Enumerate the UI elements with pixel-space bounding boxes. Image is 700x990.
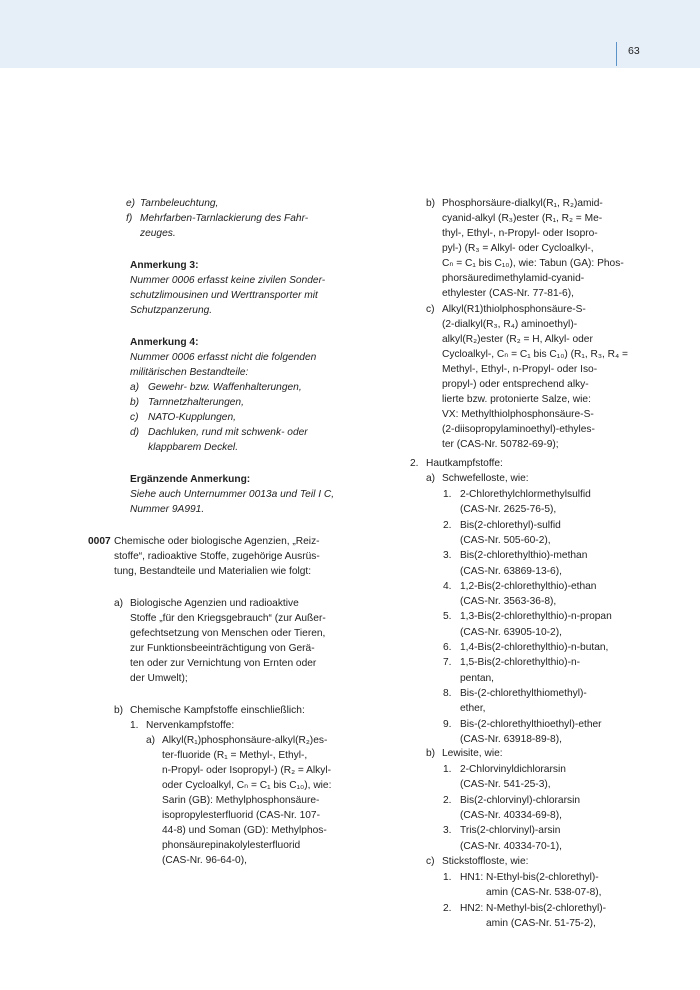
- list-label: 5.: [443, 611, 452, 623]
- list-item-text: Cₙ = C₁ bis C₁₀), wie: Tabun (GA): Phos-: [442, 258, 624, 269]
- list-label: 3.: [443, 825, 452, 837]
- list-item-text: (2-dialkyl(R₃, R₄) aminoethyl)-: [442, 319, 578, 330]
- list-label: a): [114, 598, 124, 609]
- list-item-text: (CAS-Nr. 96-64-0),: [162, 855, 247, 866]
- list-item-text: ter (CAS-Nr. 50782-69-9);: [442, 439, 559, 450]
- entry-text: stoffe“, radioaktive Stoffe, zugehörige Ausrüs-: [114, 551, 320, 562]
- list-item-text: propyl-) oder entsprechend alky-: [442, 379, 589, 390]
- list-label: c): [426, 304, 435, 315]
- note-text: militärischen Bestandteile:: [130, 367, 249, 378]
- list-item-text: 1,2-Bis(2-chlorethylthio)-ethan: [460, 580, 597, 592]
- list-item-text: ether,: [460, 703, 486, 715]
- list-label: c): [130, 412, 139, 423]
- list-item-text: ethylester (CAS-Nr. 77-81-6),: [442, 288, 574, 299]
- list-item-text: Bis-(2-chlorethylthioethyl)-ether: [460, 718, 602, 730]
- list-item-text: Bis(2-chlorvinyl)-chlorarsin: [460, 794, 581, 806]
- list-item-text: Schwefelloste, wie:: [442, 473, 529, 484]
- list-item-text: ter-fluoride (R₁ = Methyl-, Ethyl-,: [162, 750, 308, 761]
- note-heading: Anmerkung 4:: [130, 337, 199, 348]
- list-item-text: 1,5-Bis(2-chlorethylthio)-n-: [460, 657, 581, 669]
- list-label: 2.: [410, 458, 419, 469]
- note-text: schutzlimousinen und Werttransporter mit: [130, 290, 318, 301]
- list-item-text: oder Cycloalkyl, Cₙ = C₁ bis C₁₀), wie:: [162, 780, 332, 791]
- list-label: 2.: [443, 519, 452, 531]
- list-label: 7.: [443, 657, 452, 669]
- header-band: [0, 0, 700, 68]
- list-label: a): [130, 382, 140, 393]
- list-item-text: zur Funktionsbeeinträchtigung von Gerä-: [130, 643, 315, 654]
- list-item-text: klappbarem Deckel.: [148, 442, 239, 453]
- list-item-text: Tris(2-chlorvinyl)-arsin: [460, 825, 561, 837]
- list-item-text: amin (CAS-Nr. 51-75-2),: [486, 917, 596, 929]
- list-item-text: cyanid-alkyl (R₃)ester (R₁, R₂ = Me-: [442, 213, 603, 224]
- list-label: 2.: [443, 902, 452, 914]
- list-item-text: Sarin (GB): Methylphosphonsäure-: [162, 795, 320, 806]
- list-item-text: Alkyl(R1)thiolphosphonsäure-S-: [442, 304, 586, 315]
- list-item-text: (CAS-Nr. 505-60-2),: [460, 534, 551, 546]
- list-item-text: Alkyl(R₁)phosphonsäure-alkyl(R₂)es-: [162, 735, 328, 746]
- list-item-text: phonsäurepinakolylesterfluorid: [162, 840, 301, 851]
- list-label: 2.: [443, 794, 452, 806]
- list-label: b): [114, 705, 124, 716]
- list-item-text: Bis-(2-chlorethylthiomethyl)-: [460, 687, 587, 699]
- list-item-text: 44-8) und Soman (GD): Methylphos-: [162, 825, 327, 836]
- list-label: f): [126, 213, 133, 224]
- list-item-text: VX: Methylthiolphosphonsäure-S-: [442, 409, 594, 420]
- list-item-text: (CAS-Nr. 3563-36-8),: [460, 596, 557, 608]
- note-heading: Ergänzende Anmerkung:: [130, 474, 251, 485]
- list-label: 3.: [443, 550, 452, 562]
- entry-text: Chemische oder biologische Agenzien, „Reiz-: [114, 536, 320, 547]
- list-item-text: Methyl-, Ethyl-, n-Propyl- oder Iso-: [442, 364, 598, 375]
- list-item-text: Biologische Agenzien und radioaktive: [130, 598, 299, 609]
- list-label: 1.: [130, 720, 139, 731]
- list-item-text: 2-Chlorvinyldichlorarsin: [460, 764, 566, 775]
- list-item-text: Mehrfarben-Tarnlackierung des Fahr-: [140, 213, 309, 224]
- list-item-text: pyl-) (R₃ = Alkyl- oder Cycloalkyl-,: [442, 243, 594, 254]
- page-number: 63: [628, 45, 640, 57]
- list-label: b): [426, 198, 436, 209]
- note-text: Schutzpanzerung.: [130, 305, 213, 316]
- list-item-text: Phosphorsäure-dialkyl(R₁, R₂)amid-: [442, 198, 603, 209]
- list-item-text: Stickstoffloste, wie:: [442, 856, 529, 867]
- list-item-text: Bis(2-chlorethylthio)-methan: [460, 550, 588, 562]
- list-item-text: phorsäuredimethylamid-cyanid-: [442, 273, 585, 284]
- list-label: e): [126, 198, 136, 209]
- note-heading: Anmerkung 3:: [130, 260, 199, 271]
- note-text: Nummer 0006 erfasst nicht die folgenden: [130, 352, 317, 363]
- list-item-text: N-Ethyl-bis(2-chlorethyl)-: [486, 872, 599, 883]
- list-item-text: thyl-, Ethyl-, n-Propyl- oder Isopro-: [442, 228, 598, 239]
- list-item-text: Bis(2-chlorethyl)-sulfid: [460, 519, 561, 531]
- list-label: 4.: [443, 580, 452, 592]
- list-item-text: lierte bzw. protonierte Salze, wie:: [442, 394, 591, 405]
- list-label: 9.: [443, 718, 452, 730]
- list-item-text: der Umwelt);: [130, 673, 188, 684]
- note-text: Siehe auch Unternummer 0013a und Teil I C,: [130, 489, 335, 500]
- list-item-text: Chemische Kampfstoffe einschließlich:: [130, 705, 305, 716]
- list-item-text: (CAS-Nr. 63869-13-6),: [460, 565, 562, 577]
- list-item-text: (CAS-Nr. 63905-10-2),: [460, 626, 562, 638]
- list-label: 6.: [443, 642, 452, 653]
- list-item-text: 1,3-Bis(2-chlorethylthio)-n-propan: [460, 611, 612, 623]
- list-item-text: NATO-Kupplungen,: [148, 412, 236, 423]
- entry-number: 0007: [88, 536, 111, 547]
- note-text: Nummer 9A991.: [130, 504, 205, 515]
- list-item-text: Nervenkampfstoffe:: [146, 720, 235, 731]
- list-label: a): [146, 735, 156, 746]
- agent-code: HN1:: [460, 872, 484, 883]
- list-item-text: (CAS-Nr. 2625-76-5),: [460, 504, 557, 516]
- list-item-text: zeuges.: [140, 228, 176, 239]
- list-item-text: Stoffe „für den Kriegsgebrauch“ (zur Außer-: [130, 613, 326, 624]
- list-item-text: (CAS-Nr. 541-25-3),: [460, 779, 551, 791]
- list-item-text: (CAS-Nr. 63918-89-8),: [460, 733, 562, 745]
- list-label: 8.: [443, 687, 452, 699]
- list-item-text: 1,4-Bis(2-chlorethylthio)-n-butan,: [460, 642, 609, 653]
- agent-code: HN2:: [460, 902, 484, 914]
- list-label: c): [426, 856, 435, 867]
- list-label: b): [426, 748, 436, 759]
- list-item-text: pentan,: [460, 672, 494, 684]
- list-item-text: amin (CAS-Nr. 538-07-8),: [486, 887, 602, 899]
- list-item-text: 2-Chlorethylchlormethylsulfid: [460, 489, 591, 500]
- list-item-text: (2-diisopropylaminoethyl)-ethyles-: [442, 424, 595, 435]
- note-text: Nummer 0006 erfasst keine zivilen Sonder-: [130, 275, 326, 286]
- list-item-text: Hautkampfstoffe:: [426, 458, 503, 469]
- list-item-text: N-Methyl-bis(2-chlorethyl)-: [486, 902, 607, 914]
- entry-text: tung, Bestandteile und Materialien wie folgt:: [114, 566, 312, 577]
- list-item-text: ten oder zur Vernichtung von Ernten oder: [130, 658, 317, 669]
- list-item-text: (CAS-Nr. 40334-70-1),: [460, 840, 562, 852]
- list-item-text: (CAS-Nr. 40334-69-8),: [460, 809, 562, 821]
- list-item-text: isopropylesterfluorid (CAS-Nr. 107-: [162, 810, 320, 821]
- list-label: b): [130, 397, 140, 408]
- list-item-text: Tarnnetzhalterungen,: [148, 397, 244, 408]
- list-item-text: alkyl(R₂)ester (R₂ = H, Alkyl- oder: [442, 334, 593, 345]
- list-label: d): [130, 427, 140, 438]
- list-item-text: Dachluken, rund mit schwenk- oder: [148, 427, 308, 438]
- list-label: 1.: [443, 489, 452, 500]
- list-label: a): [426, 473, 436, 484]
- list-label: 1.: [443, 764, 452, 775]
- list-item-text: Gewehr- bzw. Waffenhalterungen,: [148, 382, 302, 393]
- page-number-rule: [616, 42, 617, 66]
- list-item-text: Lewisite, wie:: [442, 748, 503, 759]
- list-label: 1.: [443, 872, 452, 883]
- list-item-text: gefechtsetzung von Menschen oder Tieren,: [130, 628, 326, 639]
- list-item-text: n-Propyl- oder Isopropyl-) (R₂ = Alkyl-: [162, 765, 331, 776]
- list-item-text: Tarnbeleuchtung,: [140, 198, 219, 209]
- list-item-text: Cycloalkyl-, Cₙ = C₁ bis C₁₀) (R₁, R₃, R₄ =: [442, 349, 628, 360]
